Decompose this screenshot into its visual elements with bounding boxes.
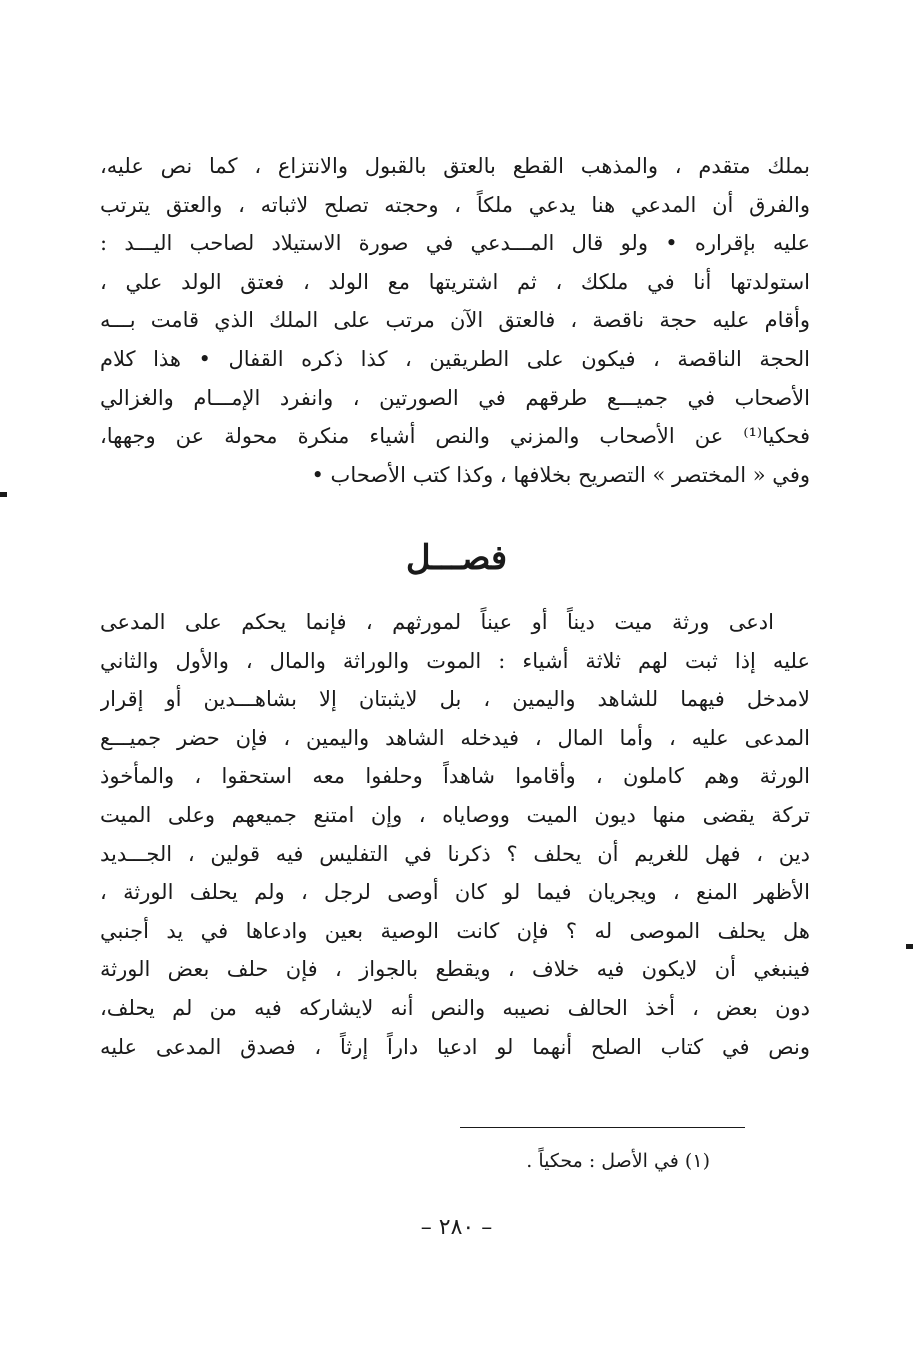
text-line: دين ، فهل للغريم أن يحلف ؟ ذكرنا في التفليس فيه قولين ، الجـــديد [100,841,810,866]
text-line: عليه إذا ثبت لهم ثلاثة أشياء : الموت والوراثة والمال ، والأول والثاني [100,648,810,673]
text-line: والفرق أن المدعي هنا يدعي ملكاً ، وحجته تصلح لاثباته ، والعتق يترتب [100,192,810,217]
text-line: الحجة الناقصة ، فيكون على الطريقين ، كذا ذكره القفال • هذا كلام [100,346,810,371]
footnote-divider [460,1127,745,1128]
text-line: الأظهر المنع ، ويجريان فيما لو كان أوصى لرجل ، ولم يحلف الورثة ، [100,880,810,905]
text-line: دون بعض ، أخذ الحالف نصيبه والنص أنه لايشاركه فيه من لم يحلف، [100,995,810,1020]
text-line: تركة يقضى منها ديون الميت ووصاياه ، وإن امتنع جميعهم وعلى الميت [100,802,810,827]
text-line: عليه بإقراره • ولو قال المـــدعي في صورة الاستيلاد لصاحب اليـــد : [100,231,810,256]
text-line: استولدتها أنا في ملكك ، ثم اشتريتها مع الولد ، فعتق الولد علي ، [100,269,810,294]
text-line: ونص في كتاب الصلح أنهما لو ادعيا داراً إرثاً ، فصدق المدعى عليه [100,1034,810,1059]
section-heading: فصـــل [405,538,508,578]
scan-edge-mark [906,944,913,949]
text-line: الورثة وهم كاملون ، وأقاموا شاهداً وحلفوا معه استحقوا ، والمأخوذ [100,764,810,789]
text-line: فحكيا⁽¹⁾ عن الأصحاب والمزني والنص أشياء منكرة محولة عن وجهها، [100,424,810,449]
text-line: هل يحلف الموصى له ؟ فإن كانت الوصية بعين وادعاها في يد أجنبي [100,918,810,943]
page-number: – ٢٨٠ – [420,1215,493,1240]
scan-edge-mark [0,492,7,497]
footnote: (١) في الأصل : محكياً . [526,1150,710,1172]
section-paragraph [100,603,810,1066]
text-line: ادعى ورثة ميت ديناً أو عيناً لمورثهم ، فإنما يحكم على المدعى [100,610,774,634]
text-line: وأقام عليه حجة ناقصة ، فالعتق الآن مرتب على الملك الذي قامت بـــه [100,308,810,333]
text-line: المدعى عليه ، وأما المال ، فيدخله الشاهد واليمين ، فإن حضر جميـــع [100,725,810,750]
paragraph-continuation [100,147,810,494]
text-line: لامدخل فيهما للشاهد واليمين ، بل لايثبتان إلا بشاهـــدين أو إقرار [100,687,810,712]
text-line: فينبغي أن لايكون فيه خلاف ، ويقطع بالجواز ، فإن حلف بعض الورثة [100,957,810,982]
text-line: الأصحاب في جميـــع طرقهم في الصورتين ، وانفرد الإمـــام والغزالي [100,385,810,410]
text-line: وفي « المختصر » التصريح بخلافها ، وكذا كتب الأصحاب • [311,462,810,487]
text-line: بملك متقدم ، والمذهب القطع بالعتق بالقبول والانتزاع ، كما نص عليه، [100,154,810,178]
